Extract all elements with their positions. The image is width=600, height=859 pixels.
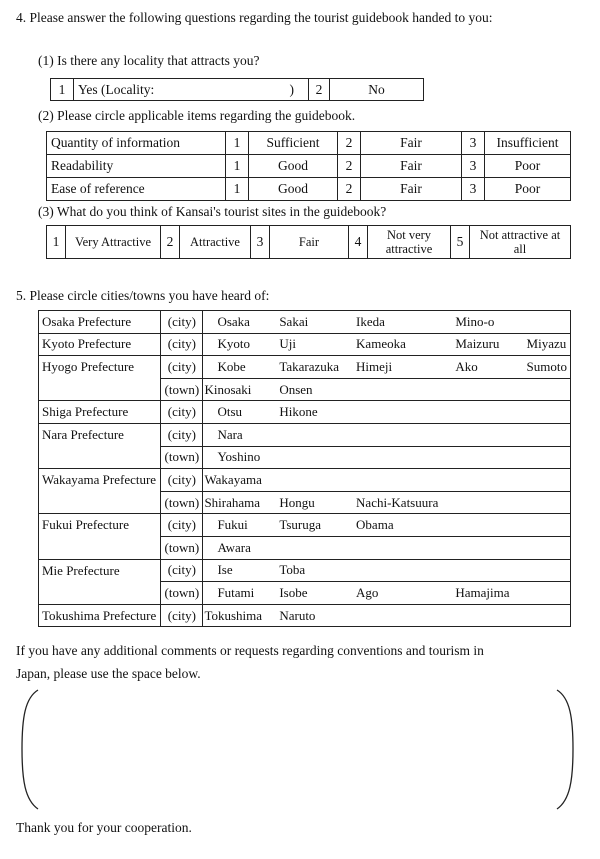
- prefecture-label: Tokushima Prefecture: [39, 604, 161, 627]
- q4-2-opt[interactable]: Insufficient: [485, 132, 571, 155]
- q5-row: [39, 423, 571, 446]
- prefecture-label: [39, 378, 161, 401]
- q4-2-opt[interactable]: Sufficient: [249, 132, 338, 155]
- comment-bracket: [20, 688, 575, 811]
- place-name[interactable]: [441, 604, 512, 627]
- place-name[interactable]: Kobe: [203, 356, 265, 379]
- place-name[interactable]: [441, 491, 512, 514]
- place-name[interactable]: [342, 559, 441, 582]
- place-name[interactable]: [441, 446, 512, 469]
- place-name[interactable]: Wakayama: [203, 469, 265, 492]
- q4-2-opt-num[interactable]: 3: [462, 178, 485, 201]
- place-name[interactable]: [441, 559, 512, 582]
- q4-3-opt-num[interactable]: 5: [451, 226, 470, 259]
- place-name[interactable]: Tsuruga: [265, 514, 342, 537]
- place-name[interactable]: Obama: [342, 514, 441, 537]
- place-type-label: (city): [161, 356, 203, 379]
- place-name[interactable]: [513, 604, 571, 627]
- comments-line-1: If you have any additional comments or requests regarding conventions and tourism in: [16, 643, 484, 658]
- place-name[interactable]: Ago: [342, 582, 441, 605]
- place-name[interactable]: [441, 536, 512, 559]
- prefecture-label: Mie Prefecture: [39, 559, 161, 582]
- place-name[interactable]: Nachi-Katsuura: [342, 491, 441, 514]
- q4-2-opt-num[interactable]: 2: [338, 132, 361, 155]
- q4-3-opt[interactable]: Attractive: [180, 226, 251, 259]
- place-name[interactable]: Hongu: [265, 491, 342, 514]
- place-name[interactable]: Ako: [441, 356, 512, 379]
- q4-2-row: [47, 178, 571, 201]
- q4-2-opt[interactable]: Good: [249, 155, 338, 178]
- q4-3-opt[interactable]: Not very attractive: [368, 226, 451, 259]
- q4-2-row-label: Readability: [47, 155, 226, 178]
- place-name[interactable]: Miyazu: [513, 333, 571, 356]
- place-name[interactable]: Kameoka: [342, 333, 441, 356]
- q4-1-opt1-close: ): [289, 82, 294, 97]
- q4-title: 4. Please answer the following questions regarding the tourist guidebook handed to you:: [16, 10, 493, 25]
- q5-row: [39, 536, 571, 559]
- place-name[interactable]: Naruto: [265, 604, 342, 627]
- place-name[interactable]: [342, 446, 441, 469]
- prefecture-label: [39, 491, 161, 514]
- place-name[interactable]: [441, 423, 512, 446]
- thanks-text: Thank you for your cooperation.: [16, 820, 192, 835]
- place-name[interactable]: Awara: [203, 536, 265, 559]
- place-name[interactable]: Takarazuka: [265, 356, 342, 379]
- place-name[interactable]: Kyoto: [203, 333, 265, 356]
- q4-2-opt[interactable]: Good: [249, 178, 338, 201]
- q4-2-opt-num[interactable]: 1: [226, 178, 249, 201]
- place-name[interactable]: Futami: [203, 582, 265, 605]
- q4-3-options: [46, 225, 571, 259]
- place-name[interactable]: Toba: [265, 559, 342, 582]
- place-name[interactable]: [513, 491, 571, 514]
- prefecture-label: Osaka Prefecture: [39, 311, 161, 334]
- place-type-label: (town): [161, 378, 203, 401]
- place-name[interactable]: [265, 423, 342, 446]
- place-name[interactable]: [513, 423, 571, 446]
- place-name[interactable]: Hikone: [265, 401, 342, 424]
- place-name[interactable]: Shirahama: [203, 491, 265, 514]
- q4-2-opt[interactable]: Fair: [361, 178, 462, 201]
- place-name[interactable]: Yoshino: [203, 446, 265, 469]
- q4-2-row: [47, 132, 571, 155]
- place-name[interactable]: Nara: [203, 423, 265, 446]
- prefecture-label: Wakayama Prefecture: [39, 469, 161, 492]
- place-type-label: (city): [161, 514, 203, 537]
- q4-2-opt-num[interactable]: 3: [462, 155, 485, 178]
- place-name[interactable]: [342, 469, 441, 492]
- place-name[interactable]: [342, 604, 441, 627]
- place-name[interactable]: [342, 401, 441, 424]
- q4-3-opt-num[interactable]: 4: [349, 226, 368, 259]
- place-type-label: (city): [161, 423, 203, 446]
- q4-1-opt1-label: Yes (Locality:: [78, 81, 155, 97]
- q4-3-opt[interactable]: Fair: [270, 226, 349, 259]
- place-type-label: (town): [161, 582, 203, 605]
- prefecture-label: Hyogo Prefecture: [39, 356, 161, 379]
- prefecture-label: [39, 446, 161, 469]
- place-name[interactable]: [265, 536, 342, 559]
- q4-2-row-label: Quantity of information: [47, 132, 226, 155]
- place-name[interactable]: Mino-o: [441, 311, 512, 334]
- place-name[interactable]: [513, 311, 571, 334]
- q5-row: [39, 356, 571, 379]
- q5-row: [39, 333, 571, 356]
- q5-row: [39, 604, 571, 627]
- place-type-label: (town): [161, 446, 203, 469]
- q4-2-opt-num[interactable]: 3: [462, 132, 485, 155]
- place-type-label: (city): [161, 333, 203, 356]
- q4-2-opt-num[interactable]: 1: [226, 155, 249, 178]
- q4-2-opt-num[interactable]: 2: [338, 155, 361, 178]
- place-name[interactable]: [441, 378, 512, 401]
- q4-1-opt2[interactable]: No: [330, 79, 424, 101]
- q4-3-opt[interactable]: Not attractive at all: [470, 226, 571, 259]
- place-name[interactable]: [513, 514, 571, 537]
- prefecture-label: Nara Prefecture: [39, 423, 161, 446]
- q5-row: [39, 582, 571, 605]
- comment-area[interactable]: [20, 688, 575, 811]
- q4-3-opt-num[interactable]: 1: [47, 226, 66, 259]
- place-type-label: (city): [161, 469, 203, 492]
- place-type-label: (town): [161, 536, 203, 559]
- q4-1-opt1-num[interactable]: 1: [51, 79, 74, 101]
- q4-2-prompt: (2) Please circle applicable items regarding the guidebook.: [38, 108, 356, 123]
- prefecture-label: Kyoto Prefecture: [39, 333, 161, 356]
- q5-row: [39, 514, 571, 537]
- q5-row: [39, 446, 571, 469]
- place-name[interactable]: [342, 378, 441, 401]
- place-name[interactable]: [441, 469, 512, 492]
- place-type-label: (city): [161, 311, 203, 334]
- place-name[interactable]: [441, 401, 512, 424]
- prefecture-label: [39, 536, 161, 559]
- prefecture-label: [39, 582, 161, 605]
- place-name[interactable]: Sakai: [265, 311, 342, 334]
- q4-1-opt2-num[interactable]: 2: [309, 79, 330, 101]
- q4-2-opt[interactable]: Fair: [361, 132, 462, 155]
- q4-3-opt-num[interactable]: 3: [251, 226, 270, 259]
- place-name[interactable]: Fukui: [203, 514, 265, 537]
- q4-1-options: [50, 78, 424, 101]
- place-name[interactable]: Tokushima: [203, 604, 265, 627]
- q4-2-opt-num[interactable]: 1: [226, 132, 249, 155]
- place-name[interactable]: [265, 469, 342, 492]
- place-name[interactable]: Osaka: [203, 311, 265, 334]
- place-name[interactable]: [342, 423, 441, 446]
- place-name[interactable]: [513, 446, 571, 469]
- place-type-label: (town): [161, 491, 203, 514]
- q4-2-opt-num[interactable]: 2: [338, 178, 361, 201]
- place-name[interactable]: Ise: [203, 559, 265, 582]
- q4-2-table: [46, 131, 571, 201]
- place-type-label: (city): [161, 559, 203, 582]
- place-name[interactable]: Sumoto: [513, 356, 571, 379]
- place-name[interactable]: [513, 469, 571, 492]
- place-name[interactable]: Otsu: [203, 401, 265, 424]
- place-name[interactable]: [513, 559, 571, 582]
- place-name[interactable]: [513, 582, 571, 605]
- q4-2-row: [47, 155, 571, 178]
- q4-2-opt[interactable]: Poor: [485, 155, 571, 178]
- place-name[interactable]: Hamajima: [441, 582, 512, 605]
- place-name[interactable]: Uji: [265, 333, 342, 356]
- prefecture-label: Fukui Prefecture: [39, 514, 161, 537]
- q4-2-row-label: Ease of reference: [47, 178, 226, 201]
- place-type-label: (city): [161, 604, 203, 627]
- q4-2-opt[interactable]: Poor: [485, 178, 571, 201]
- q5-row: [39, 378, 571, 401]
- q5-row: [39, 311, 571, 334]
- place-name[interactable]: [441, 514, 512, 537]
- prefecture-label: Shiga Prefecture: [39, 401, 161, 424]
- q5-table: [38, 310, 571, 627]
- place-name[interactable]: Kinosaki: [203, 378, 265, 401]
- place-name[interactable]: Ikeda: [342, 311, 441, 334]
- q4-3-opt[interactable]: Very Attractive: [66, 226, 161, 259]
- place-name[interactable]: Isobe: [265, 582, 342, 605]
- q5-row: [39, 491, 571, 514]
- place-name[interactable]: [513, 401, 571, 424]
- q4-1-opt1[interactable]: [74, 79, 309, 101]
- place-name[interactable]: Onsen: [265, 378, 342, 401]
- place-name[interactable]: Maizuru: [441, 333, 512, 356]
- place-name[interactable]: Himeji: [342, 356, 441, 379]
- q4-2-opt[interactable]: Fair: [361, 155, 462, 178]
- q5-title: 5. Please circle cities/towns you have heard of:: [16, 288, 270, 303]
- place-name[interactable]: [342, 536, 441, 559]
- q5-row: [39, 559, 571, 582]
- q5-row: [39, 401, 571, 424]
- q4-3-opt-num[interactable]: 2: [161, 226, 180, 259]
- q4-1-prompt: (1) Is there any locality that attracts you?: [38, 53, 260, 68]
- place-type-label: (city): [161, 401, 203, 424]
- place-name[interactable]: [513, 378, 571, 401]
- place-name[interactable]: [513, 536, 571, 559]
- q5-row: [39, 469, 571, 492]
- q4-3-prompt: (3) What do you think of Kansai's tourist sites in the guidebook?: [38, 204, 387, 219]
- place-name[interactable]: [265, 446, 342, 469]
- comments-line-2: Japan, please use the space below.: [16, 666, 201, 681]
